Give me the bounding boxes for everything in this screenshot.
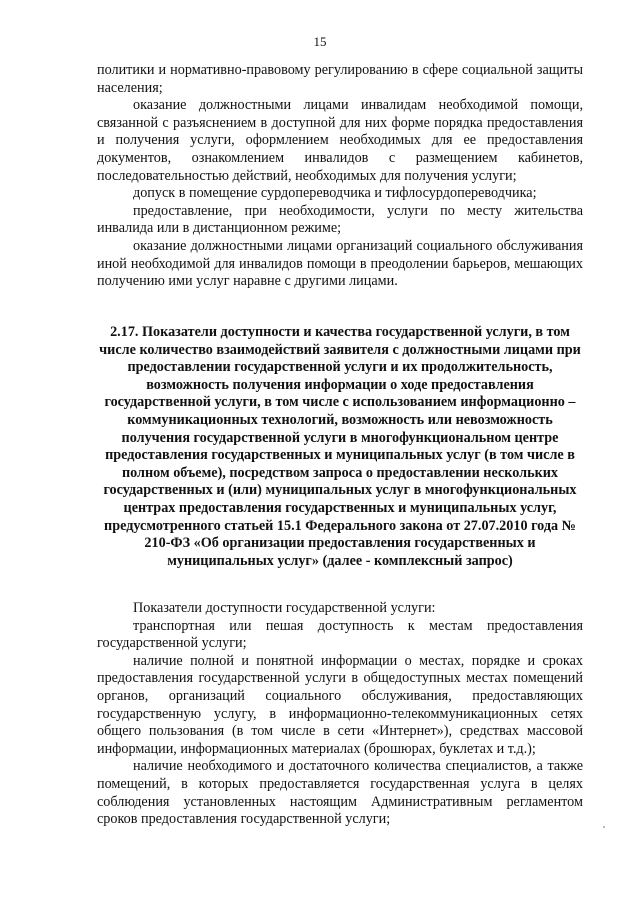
paragraph-home-service: предоставление, при необходимости, услуги по месту жительства инвалида или в дистанционном режиме; <box>97 202 583 237</box>
paragraph-interpreter-access: допуск в помещение сурдопереводчика и тифлосурдопереводчика; <box>133 185 537 202</box>
paragraph-accessibility-title: Показатели доступности государственной услуги: <box>133 600 436 616</box>
paragraph-assistance: оказание должностными лицами инвалидам необходимой помощи, связанной с разъяснением в доступной для них форме порядка предоставления и получения услуги, оформлением необходимых для ее предоставления документов, ознакомлением инвалидов с размещением кабинетов, последовательностью действий, необходимых для получения услуги; <box>97 97 583 184</box>
paragraph-staff-premises: наличие необходимого и достаточного количества специалистов, а также помещений, в которых предоставляется государственная услуга в целях соблюдения установленных настоящим Административным регламентом сроков предоставления государственной услуги; <box>97 758 583 828</box>
paragraph-continuation: политики и нормативно-правовому регулированию в сфере социальной защиты населения; <box>97 62 583 96</box>
bottom-text-block <box>97 600 583 829</box>
scan-speck <box>603 826 605 828</box>
paragraph-transport-access: транспортная или пешая доступность к местам предоставления государственной услуги; <box>97 617 583 652</box>
page-number: 15 <box>313 34 327 49</box>
section-heading: 2.17. Показатели доступности и качества государственной услуги, в том числе количество взаимодействий заявителя с должностными лицами при предоставлении государственной услуги и их продолжительность, возможность получения информации о ходе предоставления государственной услуги, в том числе с использованием информационно – коммуникационных технологий, возможность или невозможность получения государственной услуги в многофункциональном центре предоставления государственных и муниципальных услуг (в том числе в полном объеме), посредством запроса о предоставлении нескольких государственных и (или) муниципальных услуг в многофункциональных центрах предоставления государственных и муниципальных услуг, предусмотренного статьей 15.1 Федерального закона от 27.07.2010 года № 210-ФЗ «Об организации предоставления государственных и муниципальных услуг» (далее - комплексный запрос) <box>99 324 581 569</box>
top-text-block <box>97 62 583 291</box>
paragraph-barrier-help: оказание должностными лицами организаций социального обслуживания иной необходимой для инвалидов помощи в преодолении барьеров, мешающих получению ими услуг наравне с другими лицами. <box>97 237 583 290</box>
paragraph-information-availability: наличие полной и понятной информации о местах, порядке и сроках предоставления государственной услуги в общедоступных местах помещений органов, организаций социального обслуживания, предоставляющих государственную услугу, в информационно-телекоммуникационных сетях общего пользования (в том числе в сети «Интернет»), средствах массовой информации, информационных материалах (брошюрах, буклетах и т.д.); <box>97 652 583 757</box>
